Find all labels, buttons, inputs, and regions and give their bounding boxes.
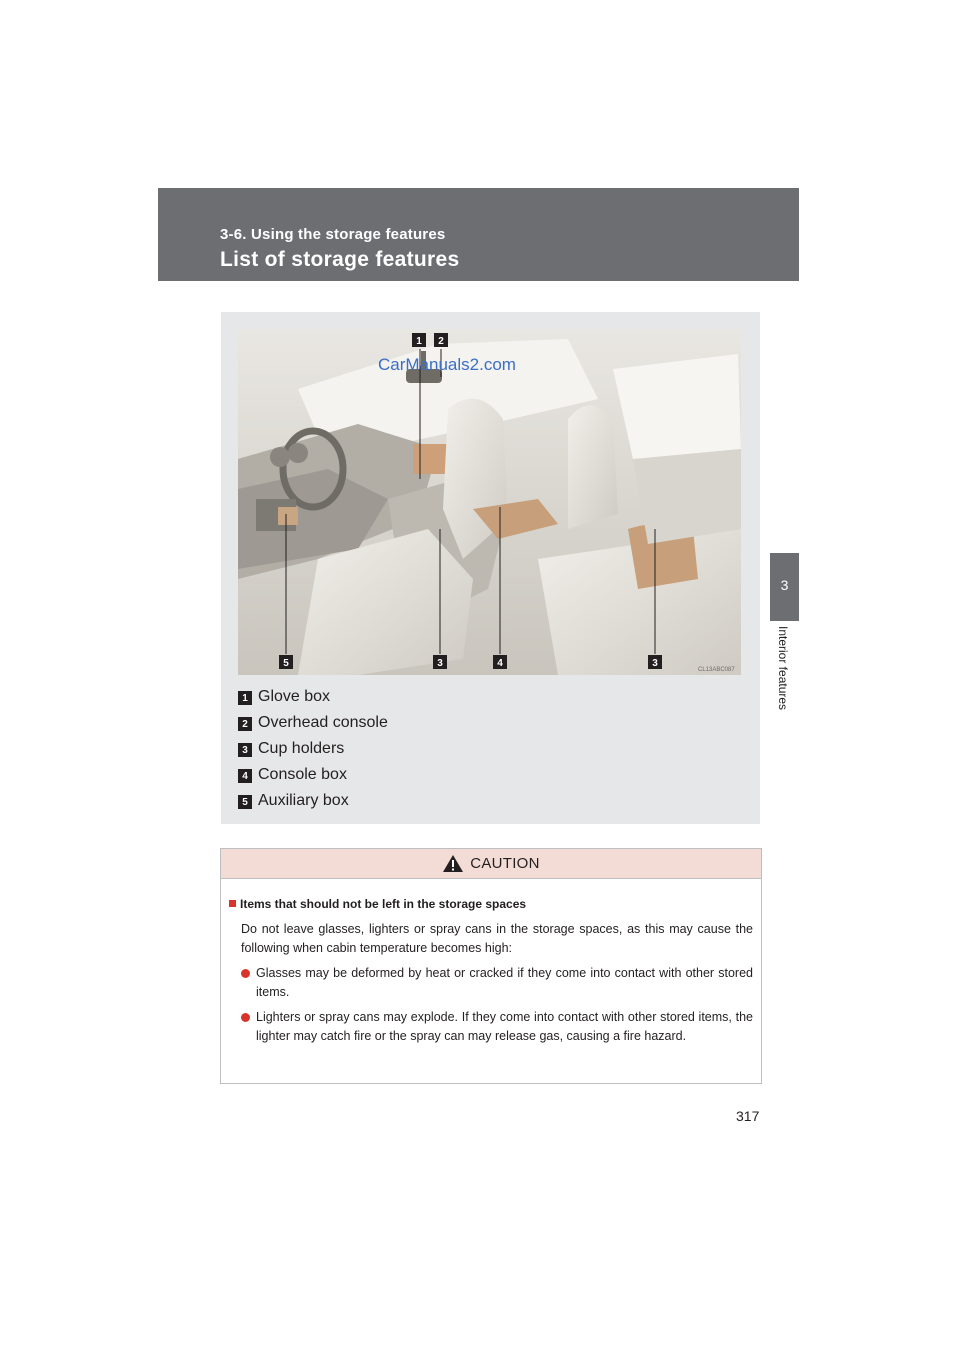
chapter-label: Interior features (776, 626, 790, 711)
storage-legend (238, 684, 388, 814)
svg-text:1: 1 (416, 336, 422, 347)
bullet-dot-icon (241, 969, 250, 978)
caution-intro: Do not leave glasses, lighters or spray cans in the storage spaces, as this may cause the following when cabin temperature becomes high: (241, 922, 753, 955)
page-title: List of storage features (220, 248, 460, 271)
legend-number: 3 (238, 743, 252, 757)
caution-body (221, 879, 761, 1046)
callout-3a (433, 655, 447, 669)
callout-1 (412, 333, 426, 347)
watermark-text: CarManuals2.com (378, 355, 516, 374)
legend-number: 2 (238, 717, 252, 731)
svg-text:5: 5 (283, 658, 289, 669)
caution-bullet-text: Glasses may be deformed by heat or cracked if they come into contact with other stored items. (256, 966, 753, 999)
section-number-title: 3-6. Using the storage features (220, 226, 446, 243)
caution-subheading (229, 895, 753, 914)
svg-text:3: 3 (437, 658, 443, 669)
legend-label: Auxiliary box (258, 792, 349, 809)
callout-4 (493, 655, 507, 669)
section-header (158, 188, 799, 281)
callout-5 (279, 655, 293, 669)
legend-number: 4 (238, 769, 252, 783)
caution-bullet-text: Lighters or spray cans may explode. If they come into contact with other stored items, the lighter may catch fire or the spray can may release gas, causing a fire hazard. (256, 1010, 753, 1043)
page-number: 317 (736, 1108, 760, 1124)
caution-box (220, 848, 762, 1084)
callout-3b (648, 655, 662, 669)
svg-text:2: 2 (438, 336, 444, 347)
legend-label: Console box (258, 766, 347, 783)
legend-label: Glove box (258, 688, 331, 705)
figure-code: CL13ABC087 (698, 667, 735, 673)
car-interior-illustration (238, 329, 741, 675)
svg-text:4: 4 (497, 658, 503, 669)
callout-2 (434, 333, 448, 347)
square-bullet-icon (229, 900, 236, 907)
chapter-number: 3 (780, 577, 789, 593)
legend-item-auxiliary-box (238, 788, 388, 814)
caution-subheading-text: Items that should not be left in the storage spaces (240, 897, 527, 911)
legend-number: 5 (238, 795, 252, 809)
chapter-tab (770, 553, 799, 621)
legend-number: 1 (238, 691, 252, 705)
legend-item-cup-holders (238, 736, 388, 762)
caution-title: CAUTION (470, 855, 540, 872)
legend-label: Overhead console (258, 714, 388, 731)
legend-label: Cup holders (258, 740, 345, 757)
svg-text:3: 3 (652, 658, 658, 669)
caution-header (221, 849, 761, 879)
caution-bullet (241, 964, 753, 1002)
legend-item-console-box (238, 762, 388, 788)
caution-bullet (241, 1008, 753, 1046)
chapter-label-container (772, 626, 794, 740)
bullet-dot-icon (241, 1013, 250, 1022)
car-interior-svg (238, 329, 741, 675)
legend-item-overhead-console (238, 710, 388, 736)
warning-triangle-icon (442, 854, 464, 873)
legend-item-glove-box (238, 684, 388, 710)
